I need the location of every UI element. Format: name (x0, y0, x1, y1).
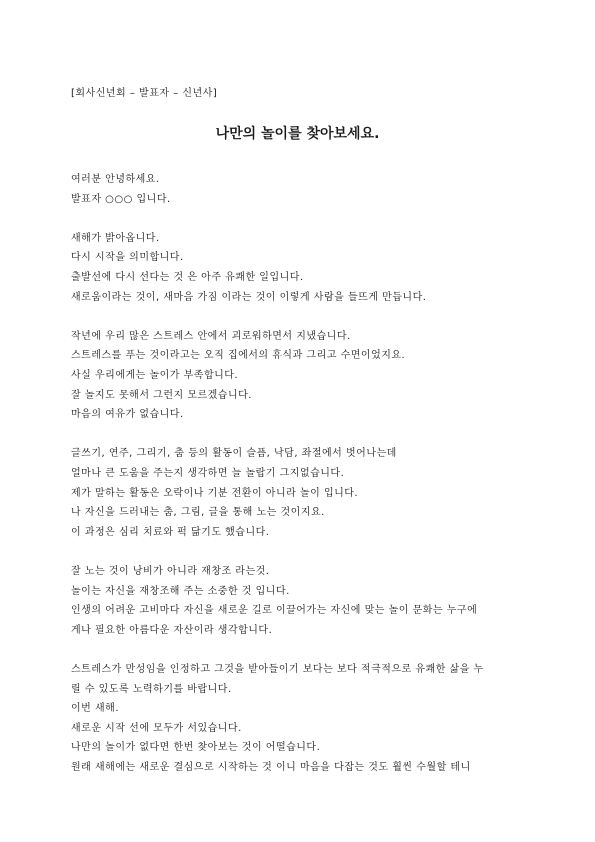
body-line: 나만의 놀이가 없다면 한번 찾아보는 것이 어떨습니다. (71, 742, 321, 754)
body-line: 사실 우리에게는 놀이가 부족합니다. (71, 370, 239, 381)
body-line: 릴 수 있도록 노력하기를 바랍니다. (71, 683, 232, 695)
body-line: 이 과정은 심리 치료와 퍽 닮기도 했습니다. (71, 526, 270, 538)
body-line: 새해가 밝아옵니다. (71, 232, 160, 244)
body-line: 스트레스를 푸는 것이라고는 오직 집에서의 휴식과 그리고 수면이었지요. (71, 350, 406, 362)
body-line: 작년에 우리 많은 스트레스 안에서 괴로워하면서 지냈습니다. (71, 330, 351, 342)
document-header: [회사신년회 – 발표자 – 신년사] (71, 88, 218, 99)
body-line: 게나 필요한 아름다운 자산이라 생각합니다. (71, 624, 273, 636)
body-line: 원래 새해에는 새로운 결심으로 시작하는 것 이니 마음을 다잡는 것도 훨씬 수월할 테니 (71, 762, 471, 773)
body-line: 새로움이라는 것이, 새마음 가짐 이라는 것이 이렇게 사람을 들뜨게 만듭니다. (71, 291, 427, 303)
body-line: 여러분 안녕하세요. (71, 174, 160, 185)
body-line: 글쓰기, 연주, 그리기, 춤 등의 활동이 슬픔, 낙담, 좌절에서 벗어나는데 (71, 448, 397, 460)
body-line: 얼마나 큰 도움을 주는지 생각하면 늘 놀랍기 그지없습니다. (71, 468, 345, 479)
body-line: 놀이는 자신을 재창조해 주는 소중한 것 입니다. (71, 585, 290, 597)
body-line: 잘 놀지도 못해서 그런지 모르겠습니다. (71, 389, 252, 401)
body-line: 출발선에 다시 선다는 것 은 아주 유쾌한 일입니다. (71, 272, 304, 283)
body-line: 마음의 여유가 없습니다. (71, 409, 184, 421)
body-line: 잘 노는 것이 낭비가 아니라 재창조 라는것. (71, 566, 270, 577)
document-title: 나만의 놀이를 찾아보세요. (215, 126, 380, 142)
body-line: 제가 말하는 활동은 오락이나 기분 전환이 아니라 놀이 입니다. (71, 487, 359, 499)
body-line: 발표자 ○○○ 입니다. (71, 193, 171, 205)
body-line: 인생의 어려운 고비마다 자신을 새로운 길로 이끌어가는 자신에 맞는 놀이 문화는 누구에 (71, 605, 478, 617)
body-line: 이번 새해. (71, 703, 119, 715)
body-line: 스트레스가 만성임을 인정하고 그것을 받아들이기 보다는 보다 적극적으로 유쾌한 삶을 누 (71, 664, 484, 675)
body-line: 다시 시작을 의미합니다. (71, 252, 184, 264)
body-line: 새로운 시작 선에 모두가 서있습니다. (71, 722, 242, 734)
body-line: 나 자신을 드러내는 춤, 그림, 글을 통해 노는 것이지요. (71, 507, 325, 519)
